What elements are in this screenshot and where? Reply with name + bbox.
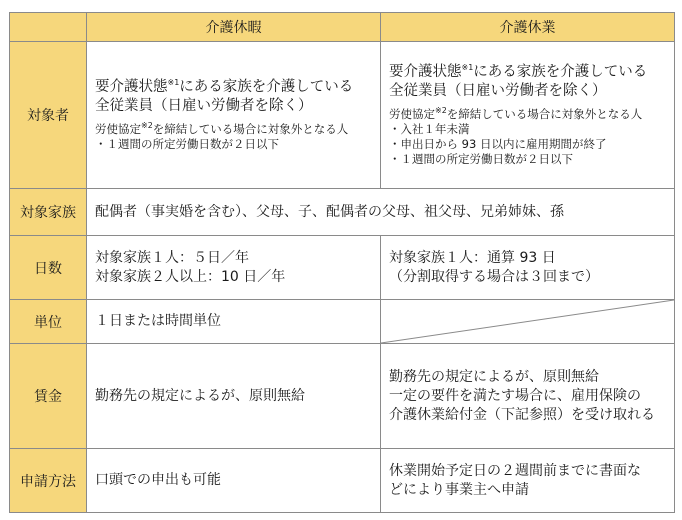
row-family bbox=[10, 189, 675, 236]
apply-care-leave-long: 休業開始予定日の２週間前までに書面な どにより事業主へ申請 bbox=[381, 449, 675, 513]
footnote-mark-2: ※2 bbox=[141, 121, 153, 131]
corner-cell bbox=[10, 13, 87, 42]
target-main-text-2: 全従業員（日雇い労働者を除く） bbox=[389, 83, 607, 99]
row-unit bbox=[10, 300, 675, 344]
target-exclusion-item: ・入社１年未満 bbox=[389, 122, 470, 136]
row-label-days: 日数 bbox=[10, 236, 87, 300]
row-label-family: 対象家族 bbox=[10, 189, 87, 236]
header-care-leave-days: 介護休暇 bbox=[87, 13, 381, 42]
family-text: 配偶者（事実婚を含む）、父母、子、配偶者の父母、祖父母、兄弟姉妹、孫 bbox=[87, 189, 675, 236]
target-care-leave-days bbox=[87, 42, 381, 189]
apply-care-leave-days: 口頭での申出も可能 bbox=[87, 449, 381, 513]
care-leave-comparison-table bbox=[9, 12, 675, 513]
unit-not-applicable-diagonal bbox=[381, 300, 675, 344]
target-care-leave-long bbox=[381, 42, 675, 189]
days-care-leave-long: 対象家族１人：通算 93 日 （分割取得する場合は３回まで） bbox=[381, 236, 675, 300]
row-label-target: 対象者 bbox=[10, 42, 87, 189]
footnote-mark-1: ※1 bbox=[461, 63, 474, 73]
row-label-wage: 賃金 bbox=[10, 344, 87, 449]
diagonal-line bbox=[381, 300, 674, 343]
target-exclusion-item: ・申出日から 93 日以内に雇用期間が終了 bbox=[389, 137, 607, 151]
footnote-mark-1: ※1 bbox=[167, 78, 180, 88]
unit-care-leave-days: １日または時間単位 bbox=[87, 300, 381, 344]
target-exclusion-intro: 労使協定$^{※2}$を締結している場合に対象外となる人 bbox=[389, 106, 643, 121]
row-target bbox=[10, 42, 675, 189]
row-days bbox=[10, 236, 675, 300]
row-label-unit: 単位 bbox=[10, 300, 87, 344]
target-exclusion-item: ・１週間の所定労働日数が２日以下 bbox=[389, 152, 573, 166]
row-label-apply: 申請方法 bbox=[10, 449, 87, 513]
target-exclusion-item: ・１週間の所定労働日数が２日以下 bbox=[95, 137, 279, 151]
days-care-leave-days: 対象家族１人：５日／年 対象家族２人以上：10 日／年 bbox=[87, 236, 381, 300]
target-main-text: 要介護状態$^{※1}$にある家族を介護している bbox=[95, 78, 354, 95]
table-header-row bbox=[10, 13, 675, 42]
wage-care-leave-long: 勤務先の規定によるが、原則無給 一定の要件を満たす場合に、雇用保険の 介護休業給付金（下記参照）を受け取れる bbox=[381, 344, 675, 449]
header-care-leave-long: 介護休業 bbox=[381, 13, 675, 42]
target-exclusion-intro: 労使協定$^{※2}$を締結している場合に対象外となる人 bbox=[95, 121, 349, 136]
row-wage bbox=[10, 344, 675, 449]
target-main-text: 要介護状態$^{※1}$にある家族を介護している bbox=[389, 63, 648, 80]
row-apply bbox=[10, 449, 675, 513]
target-main-text-2: 全従業員（日雇い労働者を除く） bbox=[95, 98, 313, 114]
wage-care-leave-days: 勤務先の規定によるが、原則無給 bbox=[87, 344, 381, 449]
footnote-mark-2: ※2 bbox=[435, 106, 447, 116]
